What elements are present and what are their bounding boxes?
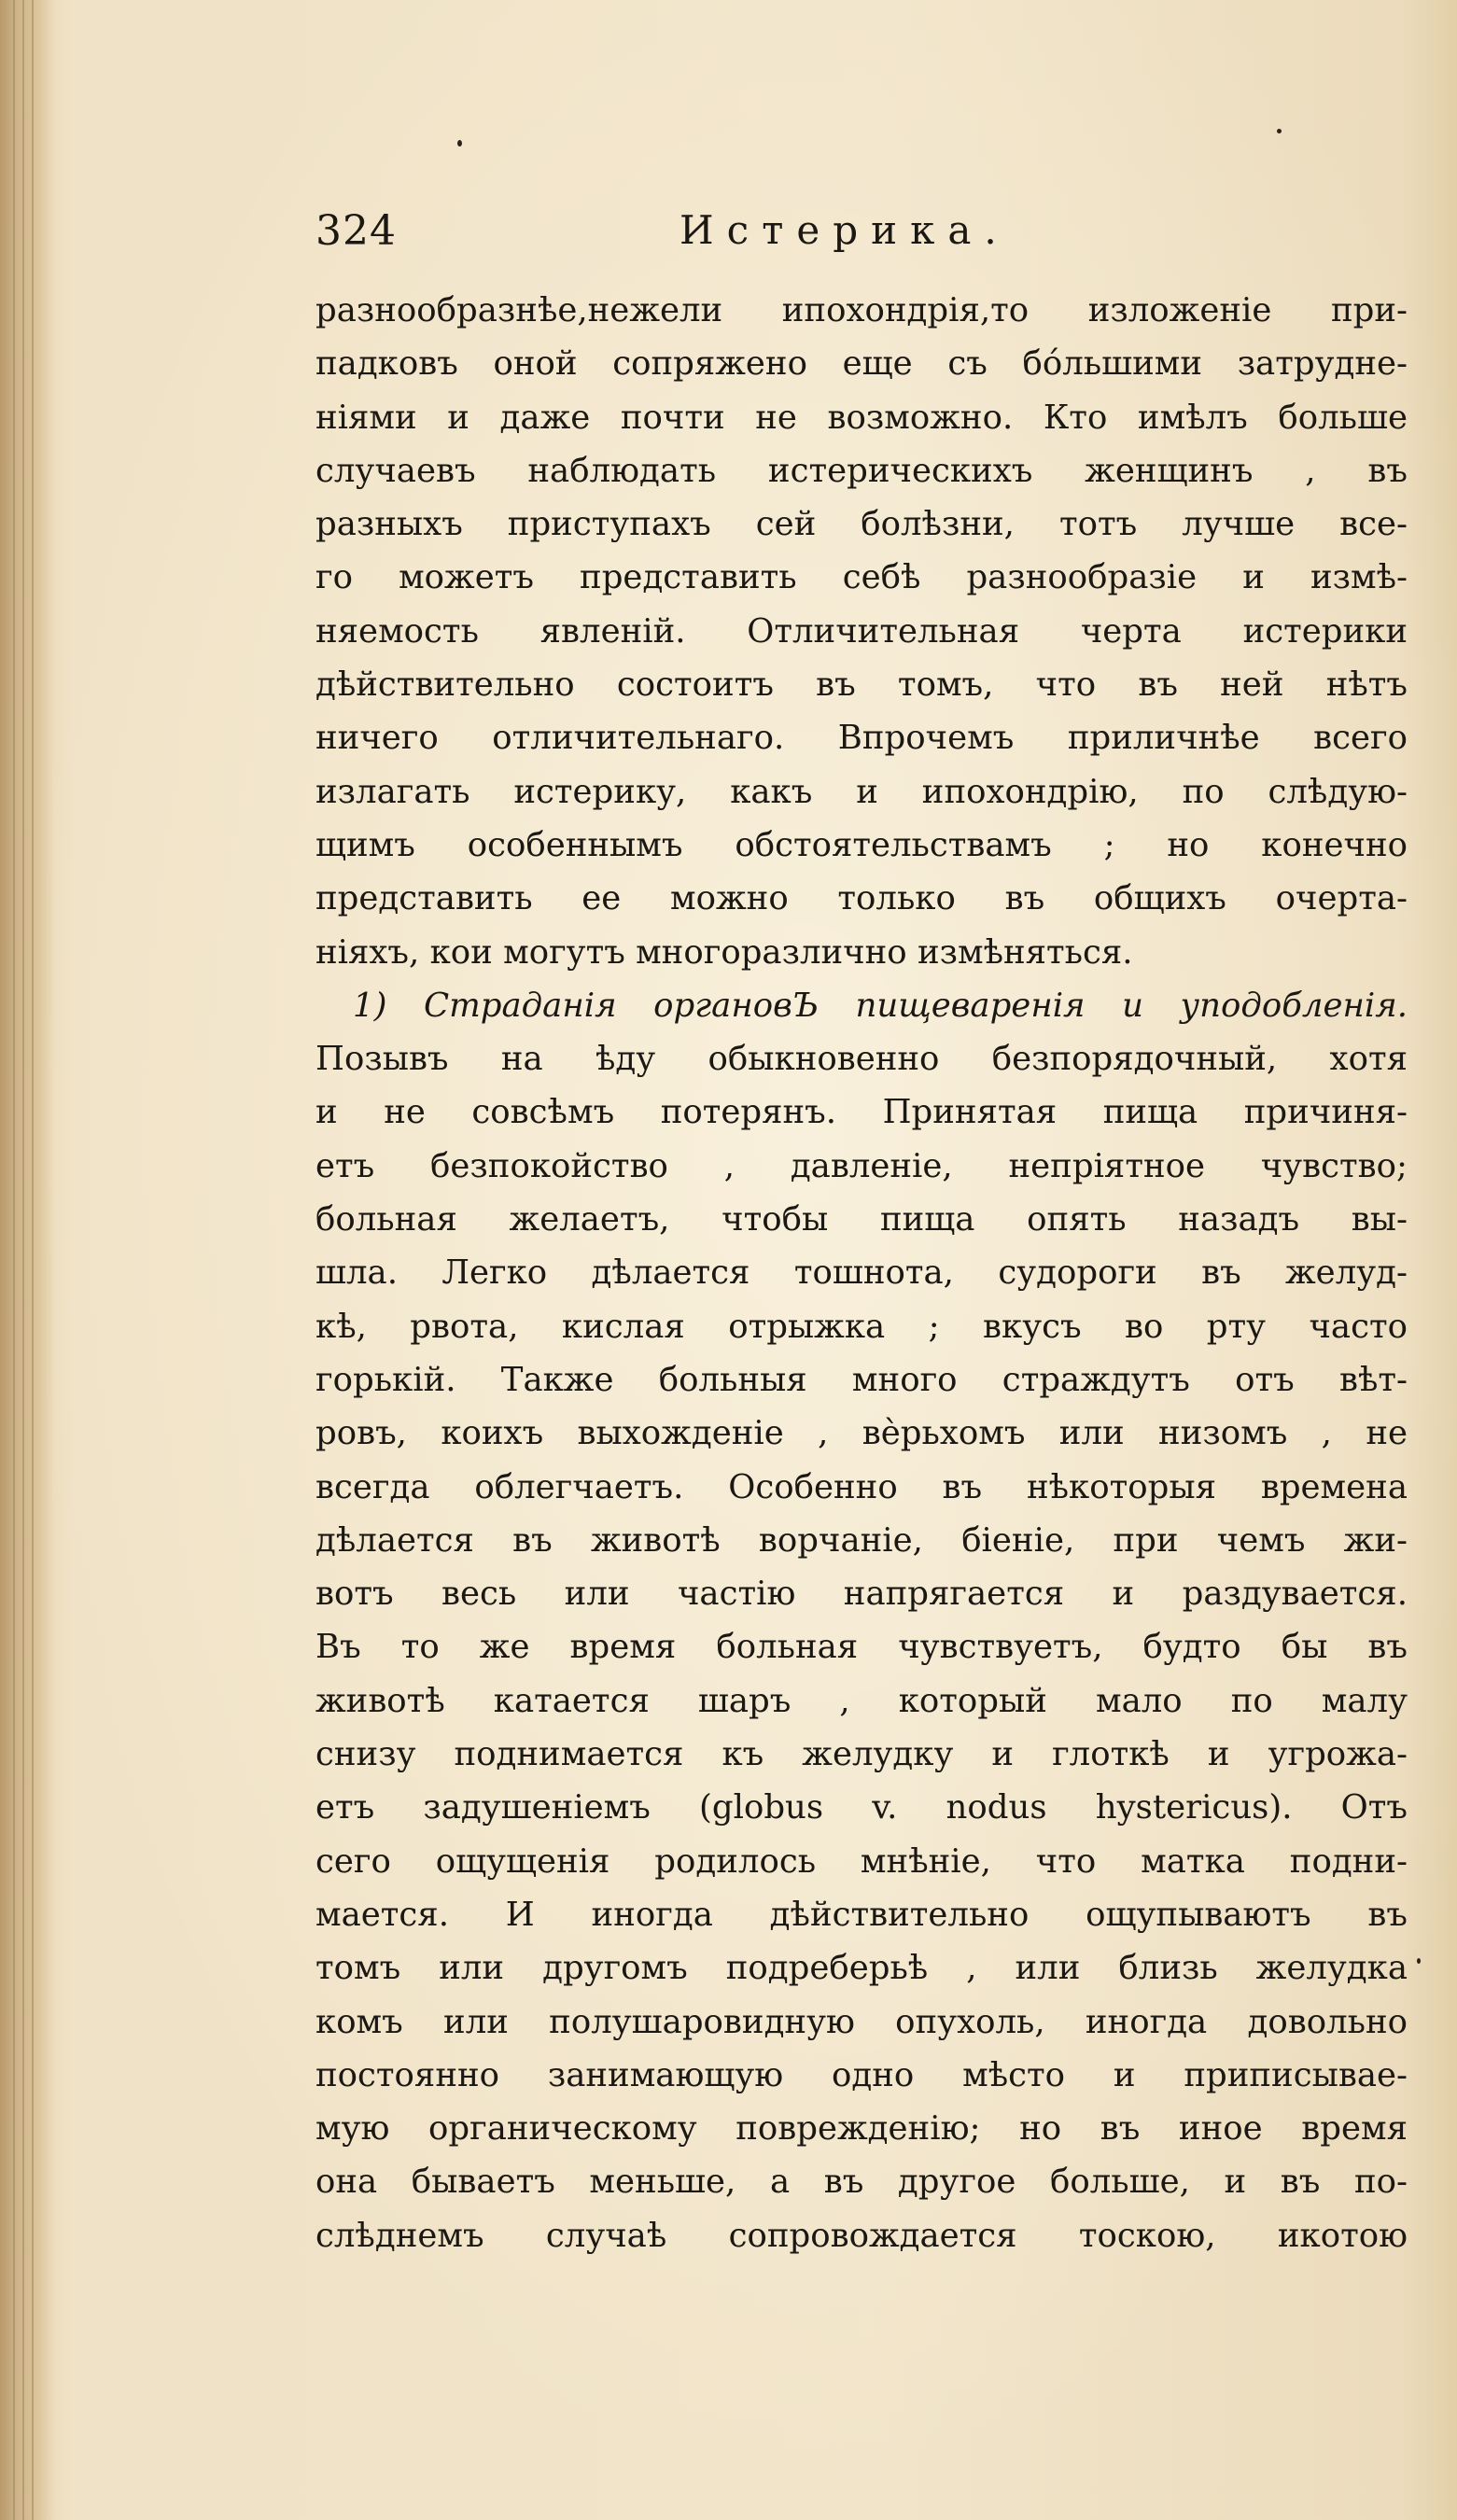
text-line: животѣ катается шаръ , который мало по малу	[315, 1681, 1408, 1720]
text-line: ровъ, коихъ выхожденіе , вѐрьхомъ или низомъ , не	[315, 1414, 1408, 1453]
text-line: и не совсѣмъ потерянъ. Принятая пища причиня-	[315, 1093, 1408, 1132]
text-line: мую органическому поврежденію; но въ иное время	[315, 2109, 1408, 2149]
text-line: разнообразнѣе,нежели ипохондрія,то изложеніе при-	[315, 291, 1408, 329]
text-line: ничего отличительнаго. Впрочемъ приличнѣе всего	[315, 719, 1408, 758]
text-line: горькій. Также больныя много страждутъ отъ вѣт-	[315, 1360, 1408, 1399]
text-line: томъ или другомъ подреберьѣ , или близь желудка	[315, 1949, 1408, 1988]
text-line: постоянно занимающую одно мѣсто и приписывае-	[315, 2055, 1408, 2094]
text-line: слѣднемъ случаѣ сопровождается тоскою, икотою	[315, 2216, 1408, 2255]
text-line: вотъ весь или частію напрягается и раздувается.	[315, 1575, 1408, 1614]
text-line: больная желаетъ, чтобы пища опять назадъ вы-	[315, 1200, 1408, 1239]
text-line: разныхъ приступахъ сей болѣзни, тотъ лучше все-	[315, 505, 1408, 544]
text-line: представить ее можно только въ общихъ очерта-	[315, 879, 1408, 918]
text-line: мается. И иногда дѣйствительно ощупываютъ въ	[315, 1895, 1408, 1934]
text-line: етъ задушеніемъ (globus v. nodus hystericus). Отъ	[315, 1788, 1408, 1827]
text-line: дѣлается въ животѣ ворчаніе, біеніе, при чемъ жи-	[315, 1520, 1408, 1560]
text-line: случаевъ наблюдать истерическихъ женщинъ , въ	[315, 451, 1408, 490]
text-line: она бываетъ меньше, а въ другое больше, и въ по-	[315, 2163, 1408, 2202]
ink-speck	[1277, 129, 1282, 133]
ink-speck	[1417, 1958, 1421, 1964]
text-line: етъ безпокойство , давленіе, непріятное чувство;	[315, 1146, 1408, 1185]
page-edge-line	[32, 0, 34, 2520]
text-line: щимъ особеннымъ обстоятельствамъ ; но конечно	[315, 825, 1408, 864]
text-line: дѣйствительно состоитъ въ томъ, что въ ней нѣтъ	[315, 665, 1408, 705]
page-number: 324	[315, 207, 397, 255]
text-line: Въ то же время больная чувствуетъ, будто бы въ	[315, 1628, 1408, 1667]
text-line: излагать истерику, какъ и ипохондрію, по слѣдую-	[315, 772, 1408, 811]
ink-speck	[457, 140, 462, 147]
page-header	[315, 207, 1408, 263]
body-text	[315, 284, 1408, 2262]
text-line: Позывъ на ѣду обыкновенно безпорядочный, хотя	[315, 1040, 1408, 1079]
text-line: снизу поднимается къ желудку и глоткѣ и угрожа-	[315, 1735, 1408, 1774]
text-line: го можетъ представить себѣ разнообразіе и измѣ-	[315, 558, 1408, 597]
page-edge-line	[22, 0, 24, 2520]
section-heading: 1) Страданія органовЪ пищеваренія и уподобленія.	[353, 986, 1408, 1025]
text-line: комъ или полушаровидную опухоль, иногда довольно	[315, 2002, 1408, 2041]
text-line: шла. Легко дѣлается тошнота, судороги въ желуд-	[315, 1253, 1408, 1293]
binding-edge	[0, 0, 54, 2520]
text-line: сего ощущенія родилось мнѣніе, что матка подни-	[315, 1841, 1408, 1881]
page-edge-line	[13, 0, 15, 2520]
text-line: падковъ оной сопряжено еще съ бо́льшими затрудне-	[315, 344, 1408, 384]
text-line: няемость явленій. Отличительная черта истерики	[315, 611, 1408, 651]
text-line: кѣ, рвота, кислая отрыжка ; вкусъ во рту часто	[315, 1307, 1408, 1346]
text-line: ніяхъ, кои могутъ многоразлично измѣняться.	[315, 932, 1133, 972]
text-line: ніями и даже почти не возможно. Кто имѣлъ больше	[315, 398, 1408, 437]
running-head: Истерика.	[679, 207, 1010, 253]
text-line: всегда облегчаетъ. Особенно въ нѣкоторыя времена	[315, 1467, 1408, 1506]
